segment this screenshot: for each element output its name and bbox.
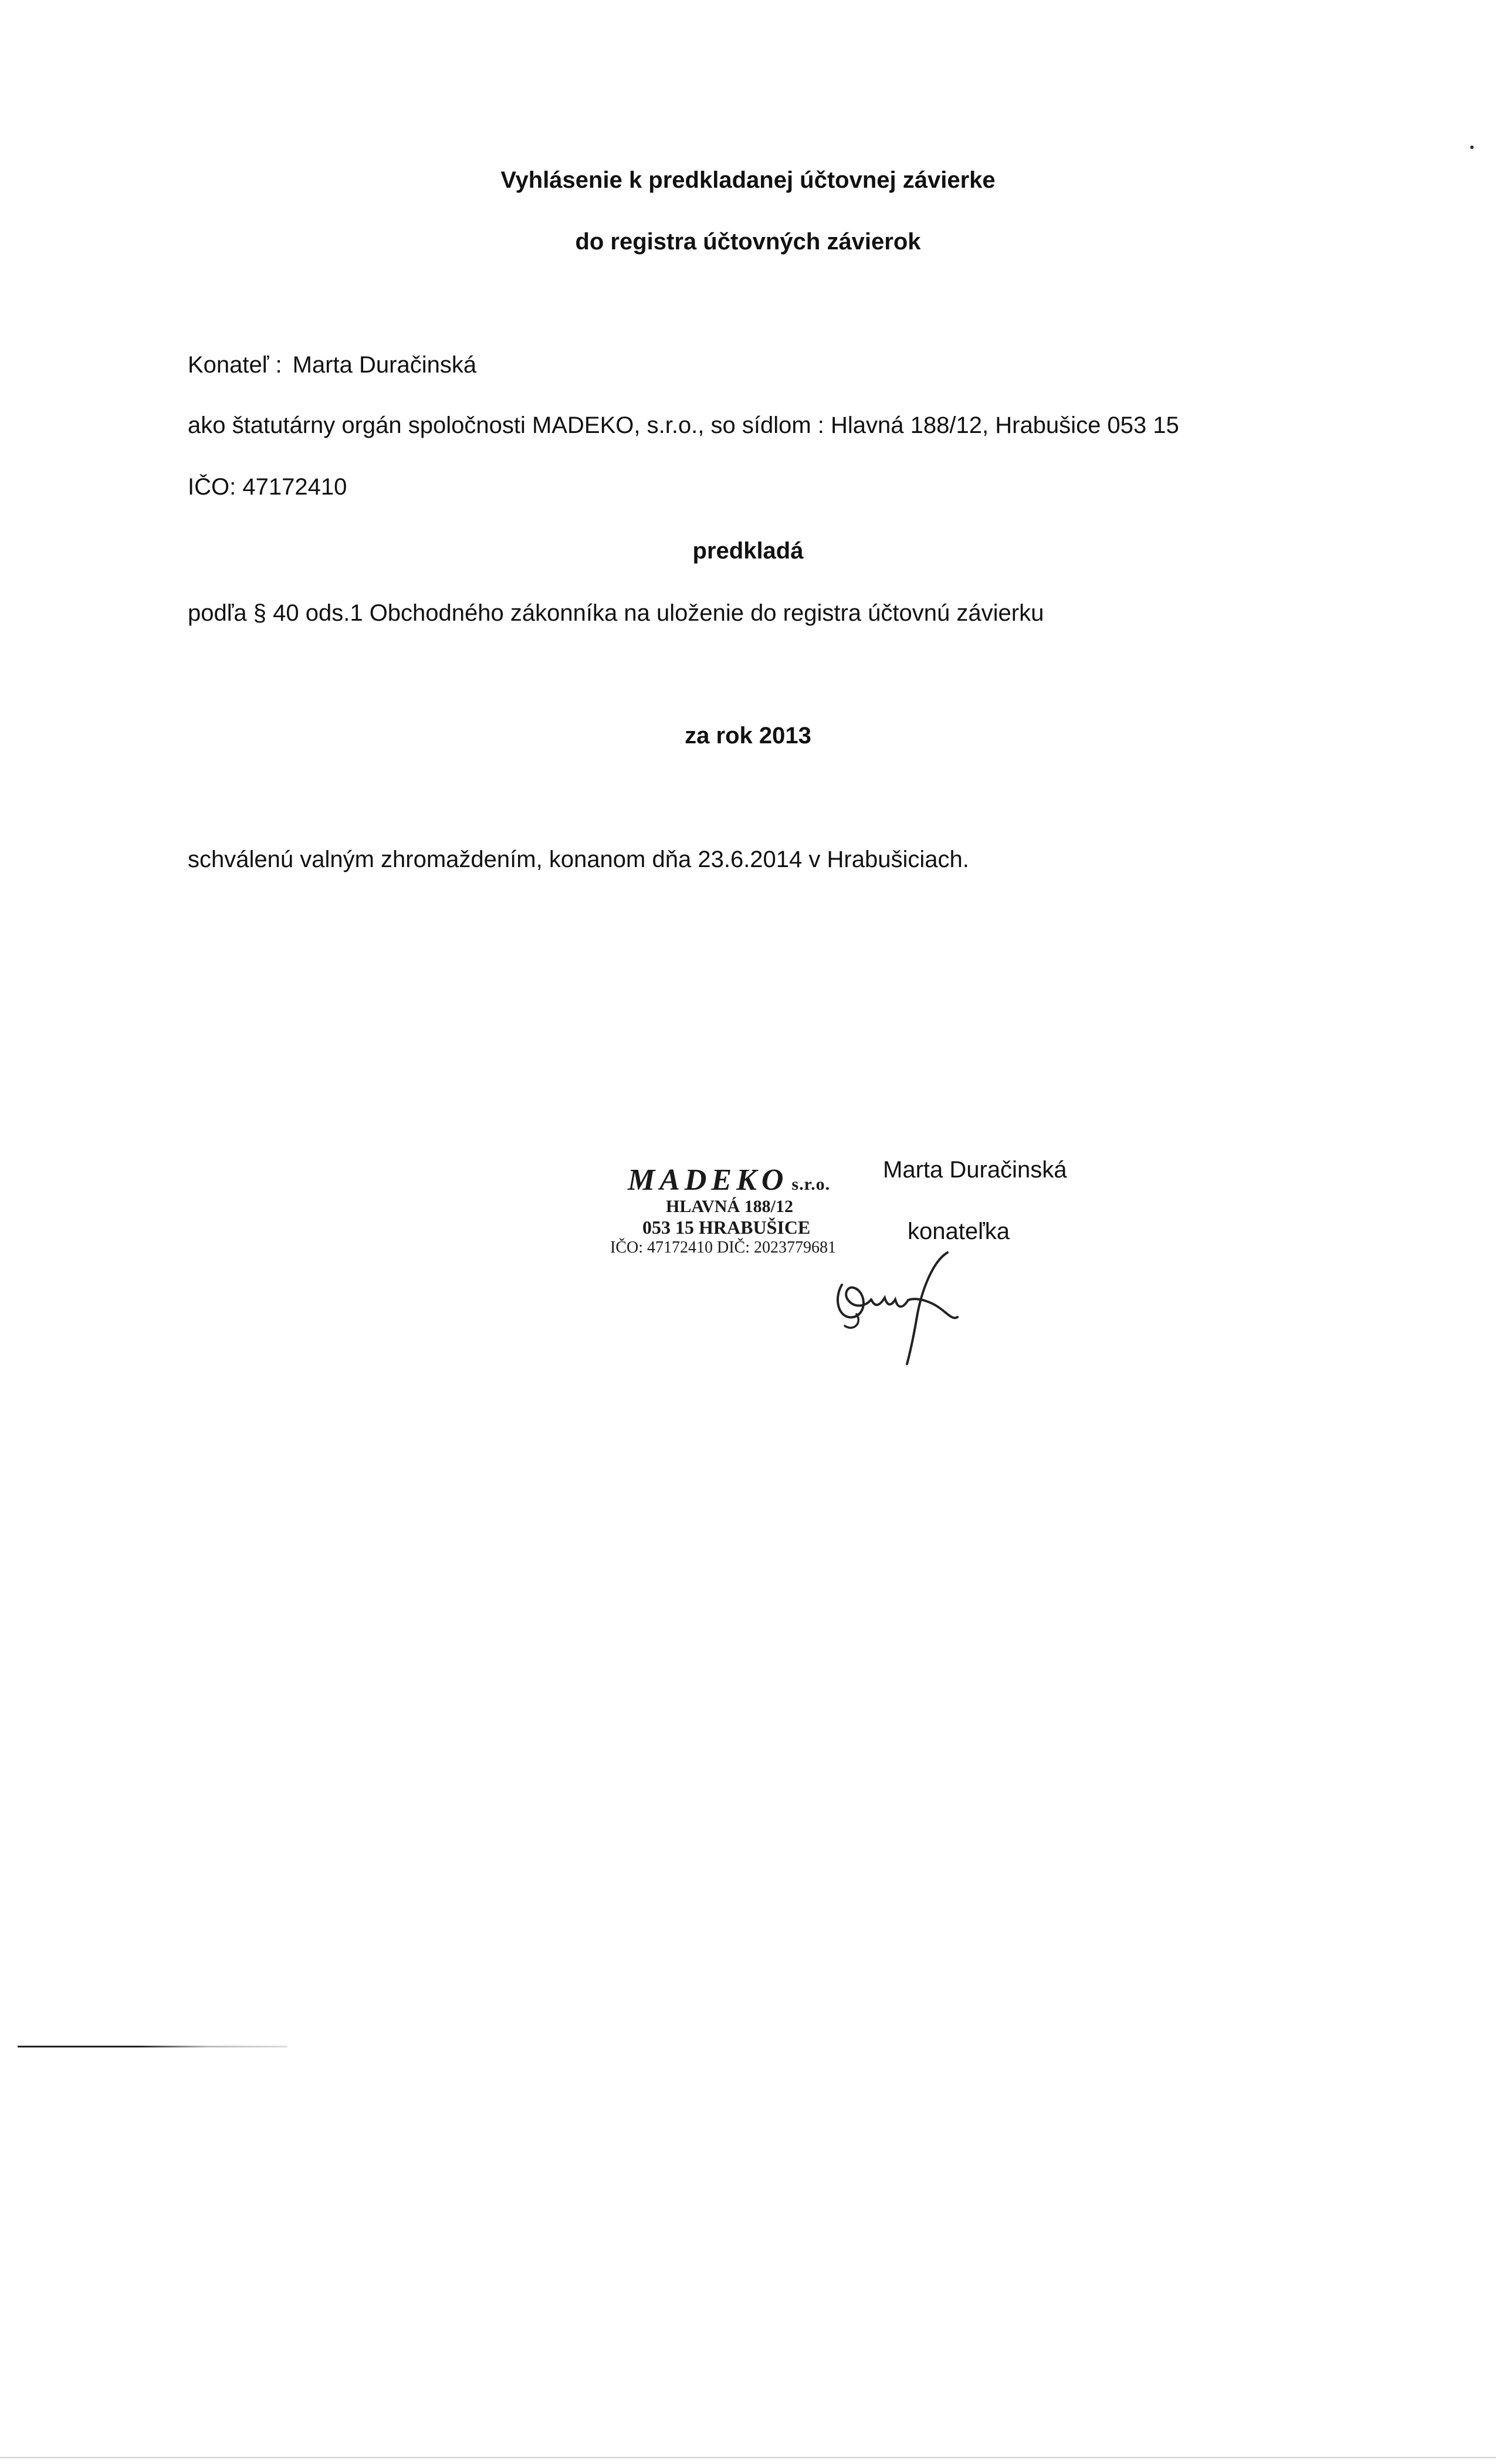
ico-line: IČO: 47172410 bbox=[188, 474, 347, 500]
document-title: Vyhlásenie k predkladanej účtovnej závierke bbox=[500, 167, 996, 193]
predklada-heading: predkladá bbox=[692, 538, 804, 564]
stamp-company-name bbox=[610, 1165, 892, 1197]
year-heading: za rok 2013 bbox=[685, 723, 811, 749]
stamp-city: 053 15 HRABUŠICE bbox=[642, 1217, 811, 1238]
signer-role: konateľka bbox=[908, 1219, 1010, 1244]
approval-line: schválenú valným zhromaždením, konanom dňa 23.6.2014 v Hrabušiciach. bbox=[188, 847, 969, 872]
horizontal-rule bbox=[18, 2046, 287, 2047]
konatel-label: Konateľ : bbox=[188, 352, 282, 378]
scan-speck bbox=[1470, 145, 1474, 149]
stamp-ids: IČO: 47172410 DIČ: 2023779681 bbox=[610, 1238, 836, 1257]
statutory-line: ako štatutárny orgán spoločnosti MADEKO, s.r.o., so sídlom : Hlavná 188/12, Hrabušice 053 15 bbox=[188, 412, 1179, 438]
page-bottom-edge bbox=[0, 2457, 1496, 2458]
konatel-name: Marta Duračinská bbox=[292, 352, 477, 378]
stamp-street: HLAVNÁ 188/12 bbox=[666, 1196, 793, 1216]
konatel-line bbox=[188, 352, 476, 378]
document-subtitle: do registra účtovných závierok bbox=[575, 229, 921, 255]
stamp-company: MADEKO bbox=[628, 1163, 788, 1197]
stamp-company-suffix: s.r.o. bbox=[791, 1175, 831, 1194]
handwritten-signature bbox=[821, 1244, 974, 1367]
signer-name: Marta Duračinská bbox=[883, 1157, 1067, 1183]
legal-basis-line: podľa § 40 ods.1 Obchodného zákonníka na uloženie do registra účtovnú závierku bbox=[188, 600, 1044, 626]
